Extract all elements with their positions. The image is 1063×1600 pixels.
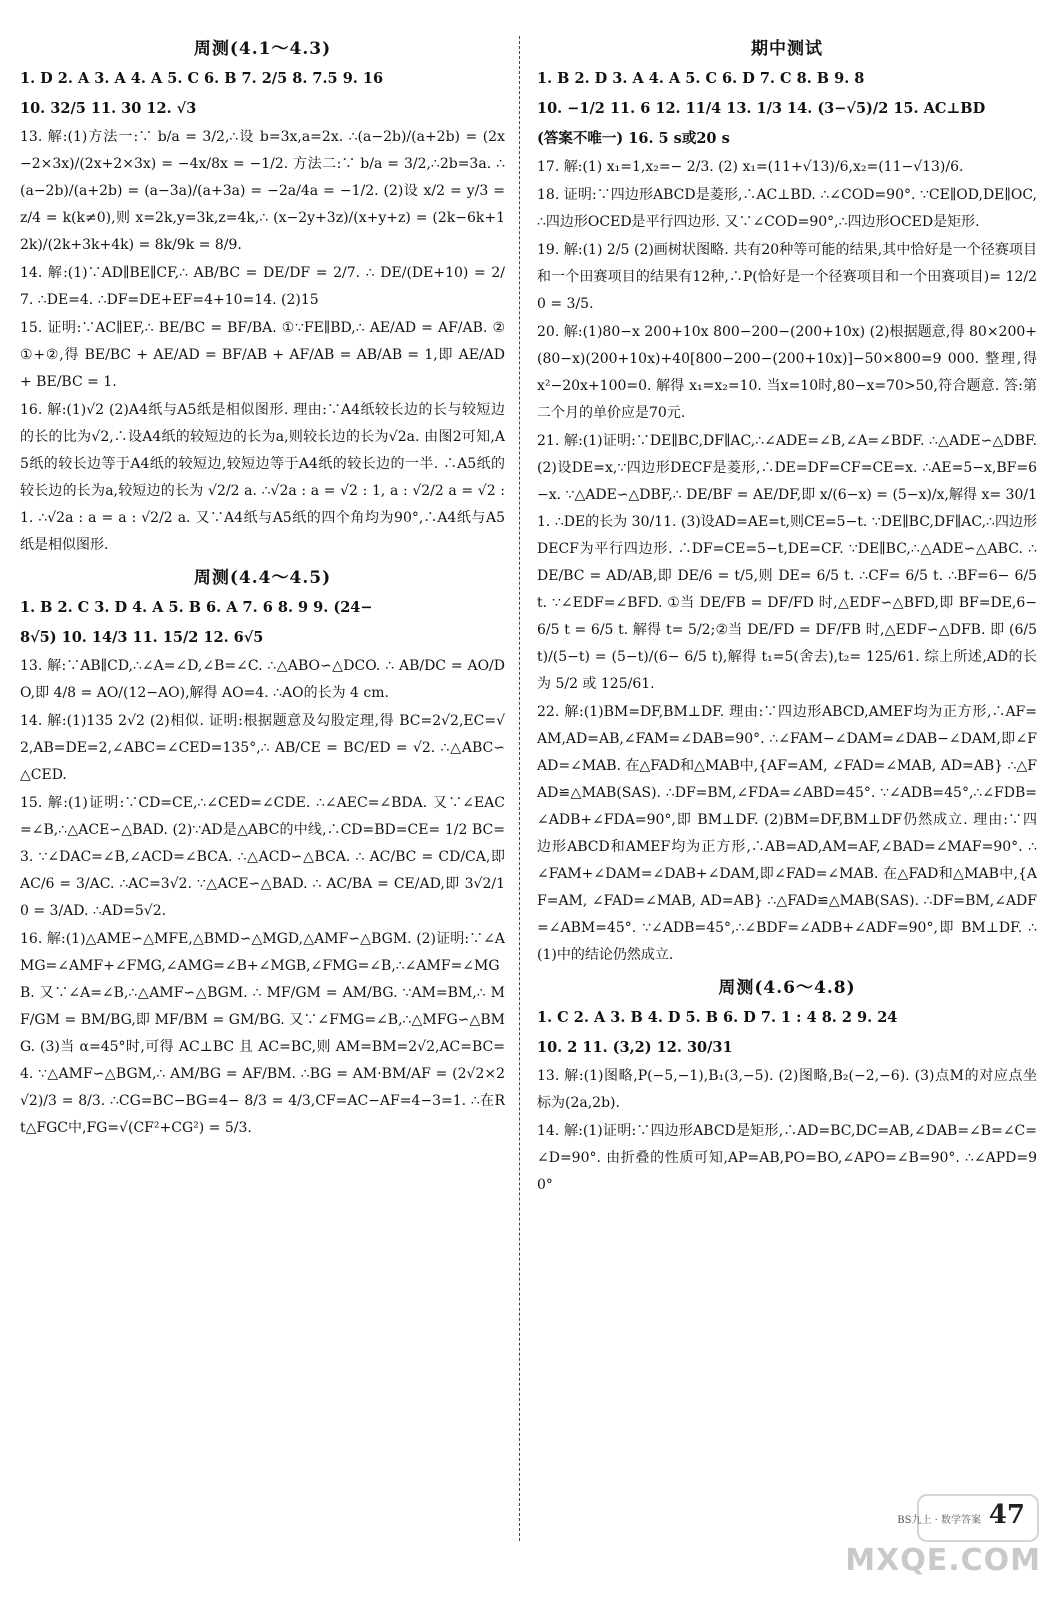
answers-line-1: 1. C 2. A 3. B 4. D 5. B 6. D 7. 1 : 4 8. 2 9. 24 (537, 1009, 898, 1026)
answers-line-1: 1. B 2. C 3. D 4. A 5. B 6. A 7. 6 8. 9 9. (24− (20, 599, 373, 616)
section-title-weekly-4-1: 周测(4.1～4.3) (193, 39, 332, 59)
solution-13: 13. 解:(1)图略,P(−5,−1),B₁(3,−5). (2)图略,B₂(−2,−6). (3)点M的对应点坐标为(2a,2b). (537, 1068, 1037, 1111)
solution-20: 20. 解:(1)80−x 200+10x 800−200−(200+10x) (2)根据题意,得 80×200+(80−x)(200+10x)+40[800−200−(200+10x)]−50×800=9 000. 整理,得 x²−20x+100=0. 解得 x₁=x₂=10. 当x=10时,80−x=70>50,符合题意. 答:第二个月的单价应是70元. (537, 324, 1037, 421)
solution-19: 19. 解:(1) 2/5 (2)画树状图略. 共有20种等可能的结果,其中恰好是一个径赛项目和一个田赛项目的结果有12种,∴P(恰好是一个径赛项目和一个田赛项目)= 12/20 = 3/5. (537, 242, 1037, 312)
solution-14: 14. 解:(1)∵AD∥BE∥CF,∴ AB/BC = DE/DF = 2/7. ∴ DE/(DE+10) = 2/7. ∴DE=4. ∴DF=DE+EF=4+10=14. (2)15 (20, 265, 505, 308)
answers-line-2: 10. −1/2 11. 6 12. 11/4 13. 1/3 14. (3−√5)/2 15. AC⊥BD (537, 100, 986, 117)
site-watermark: MXQE.COM (845, 1543, 1041, 1578)
page-number: 47 (988, 1500, 1025, 1530)
solution-15: 15. 解:(1)证明:∵CD=CE,∴∠CED=∠CDE. ∴∠AEC=∠BDA. 又∵∠EAC=∠B,∴△ACE∽△BAD. (2)∵AD是△ABC的中线,∴CD=BD=CE= 1/2 BC=3. ∵∠DAC=∠B,∠ACD=∠BCA. ∴△ACD∽△BCA. ∴ AC/BC = CD/CA,即 AC/6 = 3/AC. ∴AC=3√2. ∵△ACE∽△BAD. ∴ AC/BA = CE/AD,即 3√2/10 = 3/AD. ∴AD=5√2. (20, 795, 505, 919)
solution-22: 22. 解:(1)BM=DF,BM⊥DF. 理由:∵四边形ABCD,AMEF均为正方形,∴AF=AM,AD=AB,∠FAM=∠DAB=90°. ∴∠FAM−∠DAM=∠DAB−∠DAM,即∠FAD=∠MAB. 在△FAD和△MAB中,{AF=AM, ∠FAD=∠MAB, AD=AB} ∴△FAD≌△MAB(SAS). ∴DF=BM,∠FDA=∠ABD=45°. ∵∠ADB=45°,∴∠FDB=∠ADB+∠FDA=90°,即 BM⊥DF. (2)BM=DF,BM⊥DF仍然成立. 理由:∵四边形ABCD和AMEF均为正方形,∴AB=AD,AM=AF,∠BAD=∠MAF=90°. ∴∠FAM+∠DAM=∠DAB+∠DAM,即∠FAD=∠MAB. 在△FAD和△MAB中,{AF=AM, ∠FAD=∠MAB, AD=AB} ∴△FAD≌△MAB(SAS). ∴DF=BM,∠ADF=∠ABM=45°. ∵∠ADB=45°,∴∠BDF=∠ADB+∠ADF=90°,即 BM⊥DF. ∴(1)中的结论仍然成立. (537, 704, 1037, 963)
section-title-weekly-4-6: 周测(4.6～4.8) (718, 978, 856, 998)
section-title-midterm: 期中测试 (751, 39, 823, 59)
answers-line-1: 1. D 2. A 3. A 4. A 5. C 6. B 7. 2/5 8. 7.5 9. 16 (20, 70, 384, 87)
solution-13: 13. 解:(1)方法一:∵ b/a = 3/2,∴设 b=3x,a=2x. ∴(a−2b)/(a+2b) = (2x−2×3x)/(2x+2×3x) = −4x/8x = −1/2. 方法二:∵ b/a = 3/2,∴2b=3a. ∴(a−2b)/(a+2b) = (a−3a)/(a+3a) = −2a/4a = −1/2. (2)设 x/2 = y/3 = z/4 = k(k≠0),则 x=2k,y=3k,z=4k,∴ (x−2y+3z)/(x+y+z) = (2k−6k+12k)/(2k+3k+4k) = 8k/9k = 8/9. (20, 129, 505, 253)
answers-line-2: 10. 32/5 11. 30 12. √3 (20, 100, 197, 117)
solution-17: 17. 解:(1) x₁=1,x₂=− 2/3. (2) x₁=(11+√13)/6,x₂=(11−√13)/6. (537, 159, 964, 175)
solution-14: 14. 解:(1)证明:∵四边形ABCD是矩形,∴AD=BC,DC=AB,∠DAB=∠B=∠C=∠D=90°. 由折叠的性质可知,AP=AB,PO=BO,∠APO=∠B=90°. ∴∠APD=90° (537, 1123, 1037, 1193)
left-column (20, 30, 505, 1143)
solution-18: 18. 证明:∵四边形ABCD是菱形,∴AC⊥BD. ∴∠COD=90°. ∵CE∥OD,DE∥OC,∴四边形OCED是平行四边形. 又∵∠COD=90°,∴四边形OCED是矩形. (537, 187, 1037, 230)
solution-16: 16. 解:(1)√2 (2)A4纸与A5纸是相似图形. 理由:∵A4纸较长边的长与较短边的长的比为√2,∴设A4纸的较短边的长为a,则较长边的长为√2a. 由图2可知,A5纸的较长边等于A4纸的较短边,较短边等于A4纸的较长边的一半. ∴A5纸的较长边的长为a,较短边的长为 √2/2 a. ∴√2a : a = √2 : 1, a : √2/2 a = √2 : 1. ∴√2a : a = a : √2/2 a. 又∵A4纸与A5纸的四个角均为90°,∴A4纸与A5纸是相似图形. (20, 402, 505, 553)
series-label: BS九上 · 数学答案 (897, 1515, 981, 1526)
answers-line-1: 1. B 2. D 3. A 4. A 5. C 6. D 7. C 8. B 9. 8 (537, 70, 865, 87)
column-divider (519, 36, 520, 1541)
answers-line-3: (答案不唯一) 16. 5 s或20 s (537, 130, 730, 147)
right-column (537, 30, 1037, 1200)
solution-13: 13. 解:∵AB∥CD,∴∠A=∠D,∠B=∠C. ∴△ABO∽△DCO. ∴ AB/DC = AO/DO,即 4/8 = AO/(12−AO),解得 AO=4. ∴AO的长为 4 cm. (20, 658, 505, 701)
answers-line-2: 10. 2 11. (3,2) 12. 30/31 (537, 1039, 733, 1056)
section-title-weekly-4-4: 周测(4.4～4.5) (193, 568, 332, 588)
answers-line-2: 8√5) 10. 14/3 11. 15/2 12. 6√5 (20, 629, 264, 646)
solution-21: 21. 解:(1)证明:∵DE∥BC,DF∥AC,∴∠ADE=∠B,∠A=∠BDF. ∴△ADE∽△DBF. (2)设DE=x,∵四边形DECF是菱形,∴DE=DF=CF=CE=x. ∴AE=5−x,BF=6−x. ∵△ADE∽△DBF,∴ DE/BF = AE/DF,即 x/(6−x) = (5−x)/x,解得 x= 30/11. ∴DE的长为 30/11. (3)设AD=AE=t,则CE=5−t. ∵DE∥BC,DF∥AC,∴四边形DECF为平行四边形. ∴DF=CE=5−t,DE=CF. ∵DE∥BC,∴△ADE∽△ABC. ∴ DE/BC = AD/AB,即 DE/6 = t/5,则 DE= 6/5 t. ∴CF= 6/5 t. ∴BF=6− 6/5 t. ∵∠EDF=∠BFD. ①当 DE/FB = DF/FD 时,△EDF∽△BFD,即 BF=DE,6− 6/5 t = 6/5 t. 解得 t= 5/2;②当 DE/FD = DF/FB 时,△EDF∽△DFB. 即 (6/5 t)/(5−t) = (5−t)/(6− 6/5 t),解得 t₁=5(舍去),t₂= 125/61. 综上所述,AD的长为 5/2 或 125/61. (537, 433, 1037, 692)
solution-15: 15. 证明:∵AC∥EF,∴ BE/BC = BF/BA. ①∵FE∥BD,∴ AE/AD = AF/AB. ② ①+②,得 BE/BC + AE/AD = BF/AB + AF/AB = AB/AB = 1,即 AE/AD + BE/BC = 1. (20, 320, 505, 390)
solution-14: 14. 解:(1)135 2√2 (2)相似. 证明:根据题意及勾股定理,得 BC=2√2,EC=√2,AB=DE=2,∠ABC=∠CED=135°,∴ AB/CE = BC/ED = √2. ∴△ABC∽△CED. (20, 713, 505, 783)
solution-16: 16. 解:(1)△AME∽△MFE,△BMD∽△MGD,△AMF∽△BGM. (2)证明:∵∠AMG=∠AMF+∠FMG,∠AMG=∠B+∠MGB,∠FMG=∠B,∴∠AMF=∠MGB. 又∵∠A=∠B,∴△AMF∽△BGM. ∴ MF/GM = AM/BG. ∵AM=BM,∴ MF/GM = BM/BG,即 MF/BM = GM/BG. 又∵∠FMG=∠B,∴△MFG∽△BMG. (3)当 α=45°时,可得 AC⊥BC 且 AC=BC,则 AM=BM=2√2,AC=BC=4. ∵△AMF∽△BGM,∴ AM/BG = AF/BM. ∴BG = AM·BM/AF = (2√2×2√2)/3 = 8/3. ∴CG=BC−BG=4− 8/3 = 4/3,CF=AC−AF=4−3=1. ∴在Rt△FGC中,FG=√(CF²+CG²) = 5/3. (20, 931, 505, 1136)
